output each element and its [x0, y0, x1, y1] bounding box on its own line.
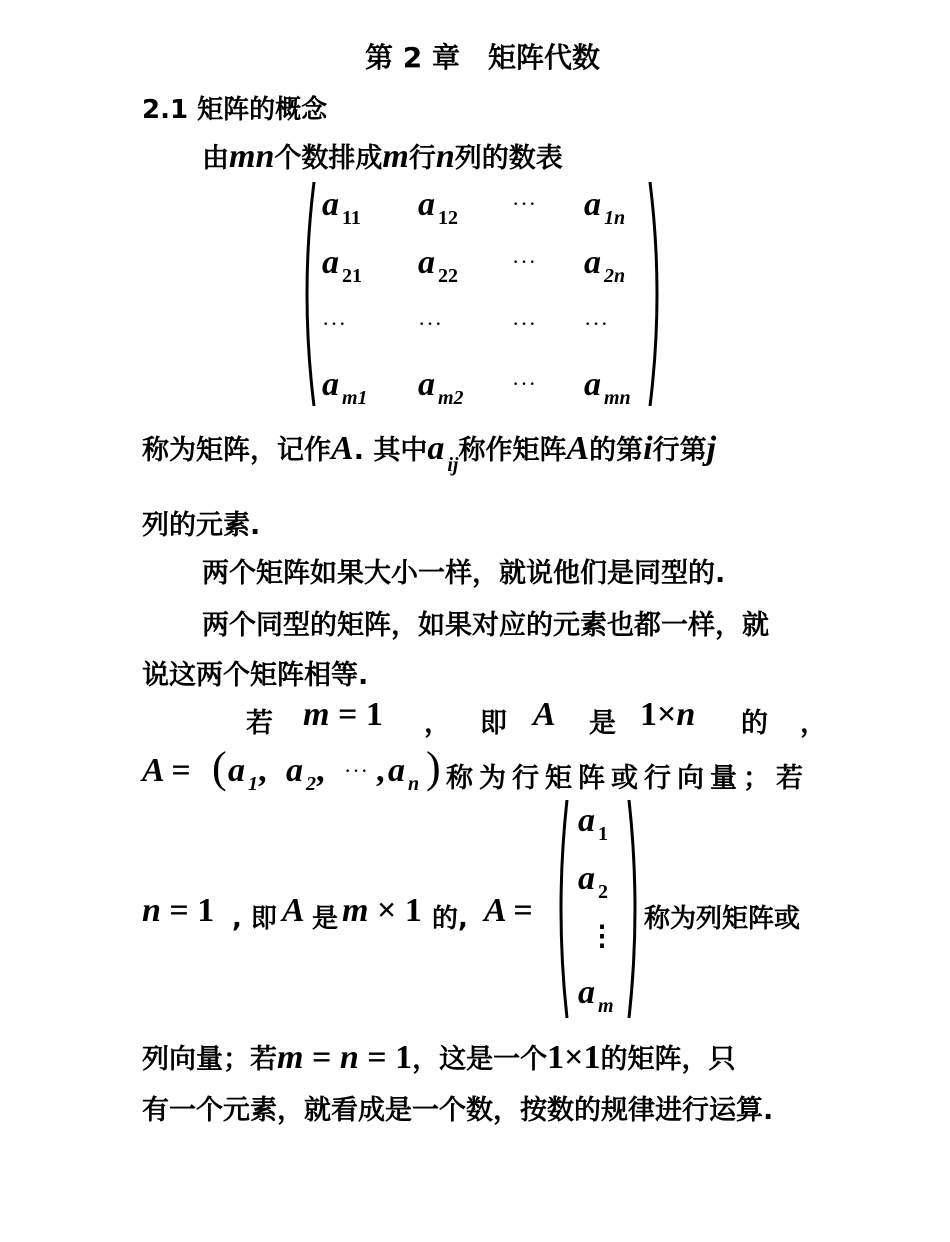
matrix-cell: a $_{mn}$: [584, 366, 631, 409]
matrix-cell: ···: [418, 311, 443, 336]
column-vector-cell: a $_1$: [578, 802, 608, 845]
chapter-title: 第 2 章 矩阵代数: [365, 41, 600, 74]
last-line1: 列向量；若m = n = 1，这是一个1×1的矩阵，只: [142, 1039, 736, 1076]
dim-1xn: 1×n: [640, 696, 696, 733]
matrix-cell: ···: [584, 311, 609, 336]
column-vector-cell: a $_2$: [578, 860, 608, 903]
matrix-cell: ···: [512, 249, 537, 274]
column-vector-cell: a $_m$: [578, 974, 614, 1017]
section-title: 2.1 矩阵的概念: [142, 95, 328, 125]
matrix-cell: a $_{1n}$: [584, 186, 626, 229]
A-symbol: A: [533, 696, 556, 733]
column-vector-cell: ⋮: [588, 921, 616, 952]
matrix-cell: a $_{m1}$: [322, 366, 368, 409]
matrix-cell: a $_{12}$: [418, 186, 458, 229]
A-equals: A =: [142, 752, 191, 789]
m-equals-1: m = 1: [303, 696, 383, 733]
column-vector-block: [552, 796, 644, 1022]
col-left-paren: [552, 796, 572, 1022]
matrix-cell: a $_{21}$: [322, 244, 362, 287]
comma-2: ，: [800, 708, 827, 739]
intro-line: 由mn个数排成m行n列的数表: [202, 138, 563, 175]
equal-paragraph-line2: 说这两个矩阵相等.: [142, 660, 369, 691]
definition-line: 称为矩阵，记作A. 其中a $_{ij}$称作矩阵A的第i行第j: [142, 430, 717, 476]
matrix-block: [296, 178, 668, 410]
col-right-paren: [624, 796, 644, 1022]
element-line: 列的元素.: [142, 510, 261, 541]
matrix-cell: ···: [512, 371, 537, 396]
shi-label: 是: [589, 708, 616, 739]
document-page: 第 2 章 矩阵代数 2.1 矩阵的概念 由mn个数排成m行n列的数表 a $_{11}$ a $_{12}$ ··· a $_{1n}$ a $_{21}$ a $_{22}$ ··· a $_{2n}$ ··· ··· ··· ··· a $_{m1}$ a $_{m2}$ ··· a $_{mn}$ 称为矩阵，记作A. 其中a $_{ij}$称作矩阵A的第i行第j 列的元素. 两个矩阵如果大小一样，就说他们是同型的. 两个同型的矩阵，如果对应的元素也都一样，就 说这两个矩阵相等. 若 m = 1 ， 即 A 是 1×n 的 ， A = ( a $_1$, a $_2$, ··· , a $_n$ ) 称为行矩阵或行向量；若 n = 1 , 即 A 是 m × 1 的, A = 称为列矩阵或 a $_1$ a $_2$ ⋮ a $_m$ 列向量；若m = n = 1，这是一个1×1的矩阵，只 有一个元素，就看成是一个数，按数的规律进行运算.: [0, 0, 950, 1242]
comma-1: ，: [424, 708, 451, 739]
matrix-cell: ···: [512, 191, 537, 216]
matrix-cell: a $_{m2}$: [418, 366, 464, 409]
de-label: 的: [741, 708, 768, 739]
matrix-cell: a $_{11}$: [322, 186, 361, 229]
matrix-cell: ···: [322, 311, 347, 336]
row-vector-line1: 若: [246, 708, 273, 739]
row-vec-lparen: (: [212, 743, 227, 792]
row-vec-rparen: ): [426, 743, 441, 792]
matrix-cell: ···: [512, 311, 537, 336]
left-paren: [296, 178, 320, 410]
equal-paragraph-line1: 两个同型的矩阵，如果对应的元素也都一样，就: [202, 610, 769, 641]
matrix-cell: a $_{22}$: [418, 244, 458, 287]
last-line2: 有一个元素，就看成是一个数，按数的规律进行运算.: [142, 1095, 774, 1126]
ji-label: 即: [480, 708, 507, 739]
matrix-cell: a $_{2n}$: [584, 244, 626, 287]
right-paren: [644, 178, 668, 410]
same-type-paragraph: 两个矩阵如果大小一样，就说他们是同型的.: [202, 558, 726, 589]
